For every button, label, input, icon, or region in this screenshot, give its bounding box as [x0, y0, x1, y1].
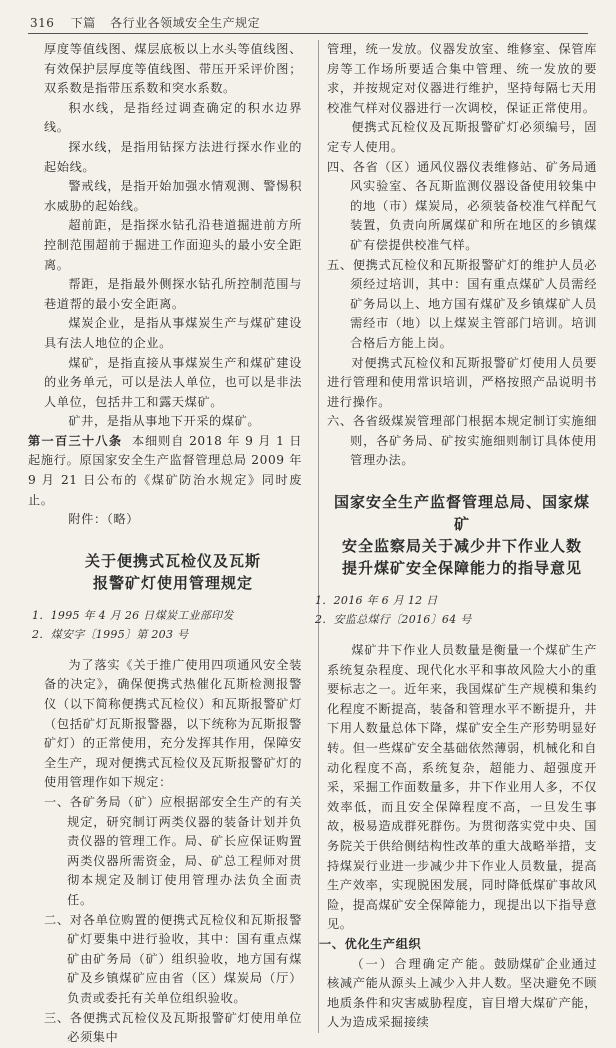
- paragraph: 煤炭企业，是指从事煤炭生产与煤矿建设具有法人地位的企业。: [44, 316, 302, 350]
- header-rule: [28, 33, 588, 34]
- list-item: 五、便携式瓦检仪和瓦斯报警矿灯的维护人员必须经过培训，其中：国有重点煤矿人员需经矿务局以上、地方国有煤矿及乡镇煤矿人员需经市（地）以上煤炭主管部门培训。培训合格后方能上岗。: [327, 257, 597, 350]
- doc-title-line: 提升煤矿安全保障能力的指导意见: [341, 559, 582, 578]
- list-item: 六、各省级煤炭管理部门根据本规定制订实施细则，各矿务局、矿按实施细则制订具体使用管理办法。: [327, 414, 597, 468]
- part-label: 下篇: [70, 16, 96, 30]
- subsection-text: 鼓励煤矿企业通过核减产能从源头上减少入井人数。坚决避免不顾地质条件和灾害威胁程度，盲目增大煤矿产能，人为造成采掘接续: [327, 956, 597, 1030]
- subsection-label: （一）合理确定产能。: [351, 956, 495, 971]
- subsection: [327, 955, 597, 1033]
- meta-line: 1．2016 年 6 月 12 日: [315, 594, 438, 608]
- attachment-note: 附件：（略）: [68, 512, 140, 527]
- chapter-title: 各行业各领域安全生产规定: [110, 16, 261, 30]
- meta-line: 2．煤安字〔1995〕第 203 号: [32, 627, 189, 641]
- paragraph: 帮距，是指最外侧探水钻孔所控制范围与巷道帮的最小安全距离。: [44, 277, 302, 311]
- intro-paragraph: 为了落实《关于推广使用四项通风安全装备的决定》，确保便携式热催化瓦斯检测报警仪（以下简称便携式瓦检仪）和瓦斯报警矿灯（包括矿灯瓦斯报警器，以下统称为瓦斯报警矿灯）的正常使用，充分发挥其作用，保障安全生产，现对便携式瓦检仪及瓦斯报警矿灯的使用管理作如下规定：: [44, 657, 302, 790]
- article-text: 本细则自 2018 年 9 月 1 日起施行。原国家安全生产监督管理总局 2009 年 9 月 21 日公布的《煤矿防治水规定》同时废止。: [28, 433, 303, 507]
- intro-paragraph: 煤矿井下作业人员数量是衡量一个煤矿生产系统复杂程度、现代化水平和事故风险大小的重要标志之一。近年来，我国煤矿生产规模和集约化程度不断提高，装备和管理水平不断提升，井下用人数量总体下降，煤矿安全生产形势明显好转。但一些煤矿安全基础依然薄弱，机械化和自动化程度不高，系统复杂，超能力、超强度开采，采掘工作面数量多，井下作业用人多，不仅效率低，而且安全保障程度不高，一旦发生事故，极易造成群死群伤。为贯彻落实党中央、国务院关于供给侧结构性改革的重大战略举措，支持煤炭行业进一步减少井下作业人员数量，提高生产效率，实现脱困发展，同时降低煤矿事故风险，提高煤矿安全保障能力，现提出以下指导意见。: [327, 643, 597, 932]
- running-head: [30, 14, 590, 31]
- paragraph: 厚度等值线图、煤层底板以上水头等值线图、有效保护层厚度等值线图、带压开采评价图；双系数是指带压系数和突水系数。: [44, 42, 302, 96]
- list-item: 二、对各单位购置的便携式瓦检仪和瓦斯报警矿灯要集中进行验收，其中：国有重点煤矿由矿务局（矿）组织验收，地方国有煤矿及乡镇煤矿应由省（区）煤炭局（厅）负责或委托有关单位组织验收。: [44, 912, 302, 1005]
- paragraph: 超前距，是指探水钻孔沿巷道掘进前方所控制范围超前于掘进工作面迎头的最小安全距离。: [44, 218, 302, 272]
- paragraph: 警戒线，是指开始加强水情观测、警惕积水威胁的起始线。: [44, 179, 302, 213]
- paragraph: 矿井，是指从事地下开采的煤矿。: [68, 414, 261, 429]
- paragraph: 便携式瓦检仪及瓦斯报警矿灯必须编号，固定专人使用。: [327, 120, 597, 154]
- doc-meta: [32, 606, 302, 644]
- article-label: 第一百三十八条: [28, 433, 123, 448]
- doc-title: [327, 491, 597, 579]
- list-item: 三、各便携式瓦检仪及瓦斯报警矿灯使用单位必须集中: [44, 1010, 302, 1045]
- paragraph: 积水线，是指经过调查确定的积水边界线。: [44, 100, 302, 135]
- paragraph: 对便携式瓦检仪和瓦斯报警矿灯使用人员要进行管理和使用常识培训，严格按照产品说明书进行操作。: [327, 355, 597, 409]
- doc-title-line: 安全监察局关于减少井下作业人数: [341, 537, 582, 556]
- doc-meta: [315, 591, 597, 629]
- meta-line: 2．安监总煤行〔2016〕64 号: [315, 613, 472, 627]
- paragraph: 管理，统一发放。仪器发放室、维修室、保管库房等工作场所要适合集中管理、统一发放的要求，并按规定对仪器进行维护，坚持每隔七天用校准气样对仪器进行一次调校，保证正常使用。: [327, 42, 597, 115]
- list-item: 四、各省（区）通风仪器仪表维修站、矿务局通风实验室、各瓦斯监测仪器设备使用较集中的地（市）煤炭局，必须装备校准气样配气装置，负责向所属煤矿和所在地区的乡镇煤矿有偿提供校准气样。: [327, 159, 597, 252]
- right-column: [315, 40, 597, 1033]
- article-138: [28, 432, 302, 510]
- paragraph: 探水线，是指用钻探方法进行探水作业的起始线。: [44, 139, 302, 174]
- list-item: 一、各矿务局（矿）应根据部安全生产的有关规定，研究制订两类仪器的装备计划并负责仪器的管理工作。局、矿长应保证购置两类仪器所需资金，局、矿总工程师对贯彻本规定及制订使用管理办法负全面责任。: [44, 795, 302, 907]
- page-number: 316: [30, 16, 55, 30]
- section-heading: 一、优化生产组织: [319, 936, 422, 951]
- doc-title-line: 报警矿灯使用管理规定: [92, 573, 253, 592]
- doc-title-line: 关于便携式瓦检仪及瓦斯: [84, 551, 261, 570]
- doc-title: [44, 550, 302, 594]
- paragraph: 煤矿，是指直接从事煤炭生产和煤矿建设的业务单元，可以是法人单位，也可以是非法人单位，包括井工和露天煤矿。: [44, 355, 302, 409]
- doc-title-line: 国家安全生产监督管理总局、国家煤矿: [333, 493, 590, 534]
- left-column: [28, 40, 303, 1048]
- meta-line: 1．1995 年 4 月 26 日煤炭工业部印发: [32, 608, 234, 622]
